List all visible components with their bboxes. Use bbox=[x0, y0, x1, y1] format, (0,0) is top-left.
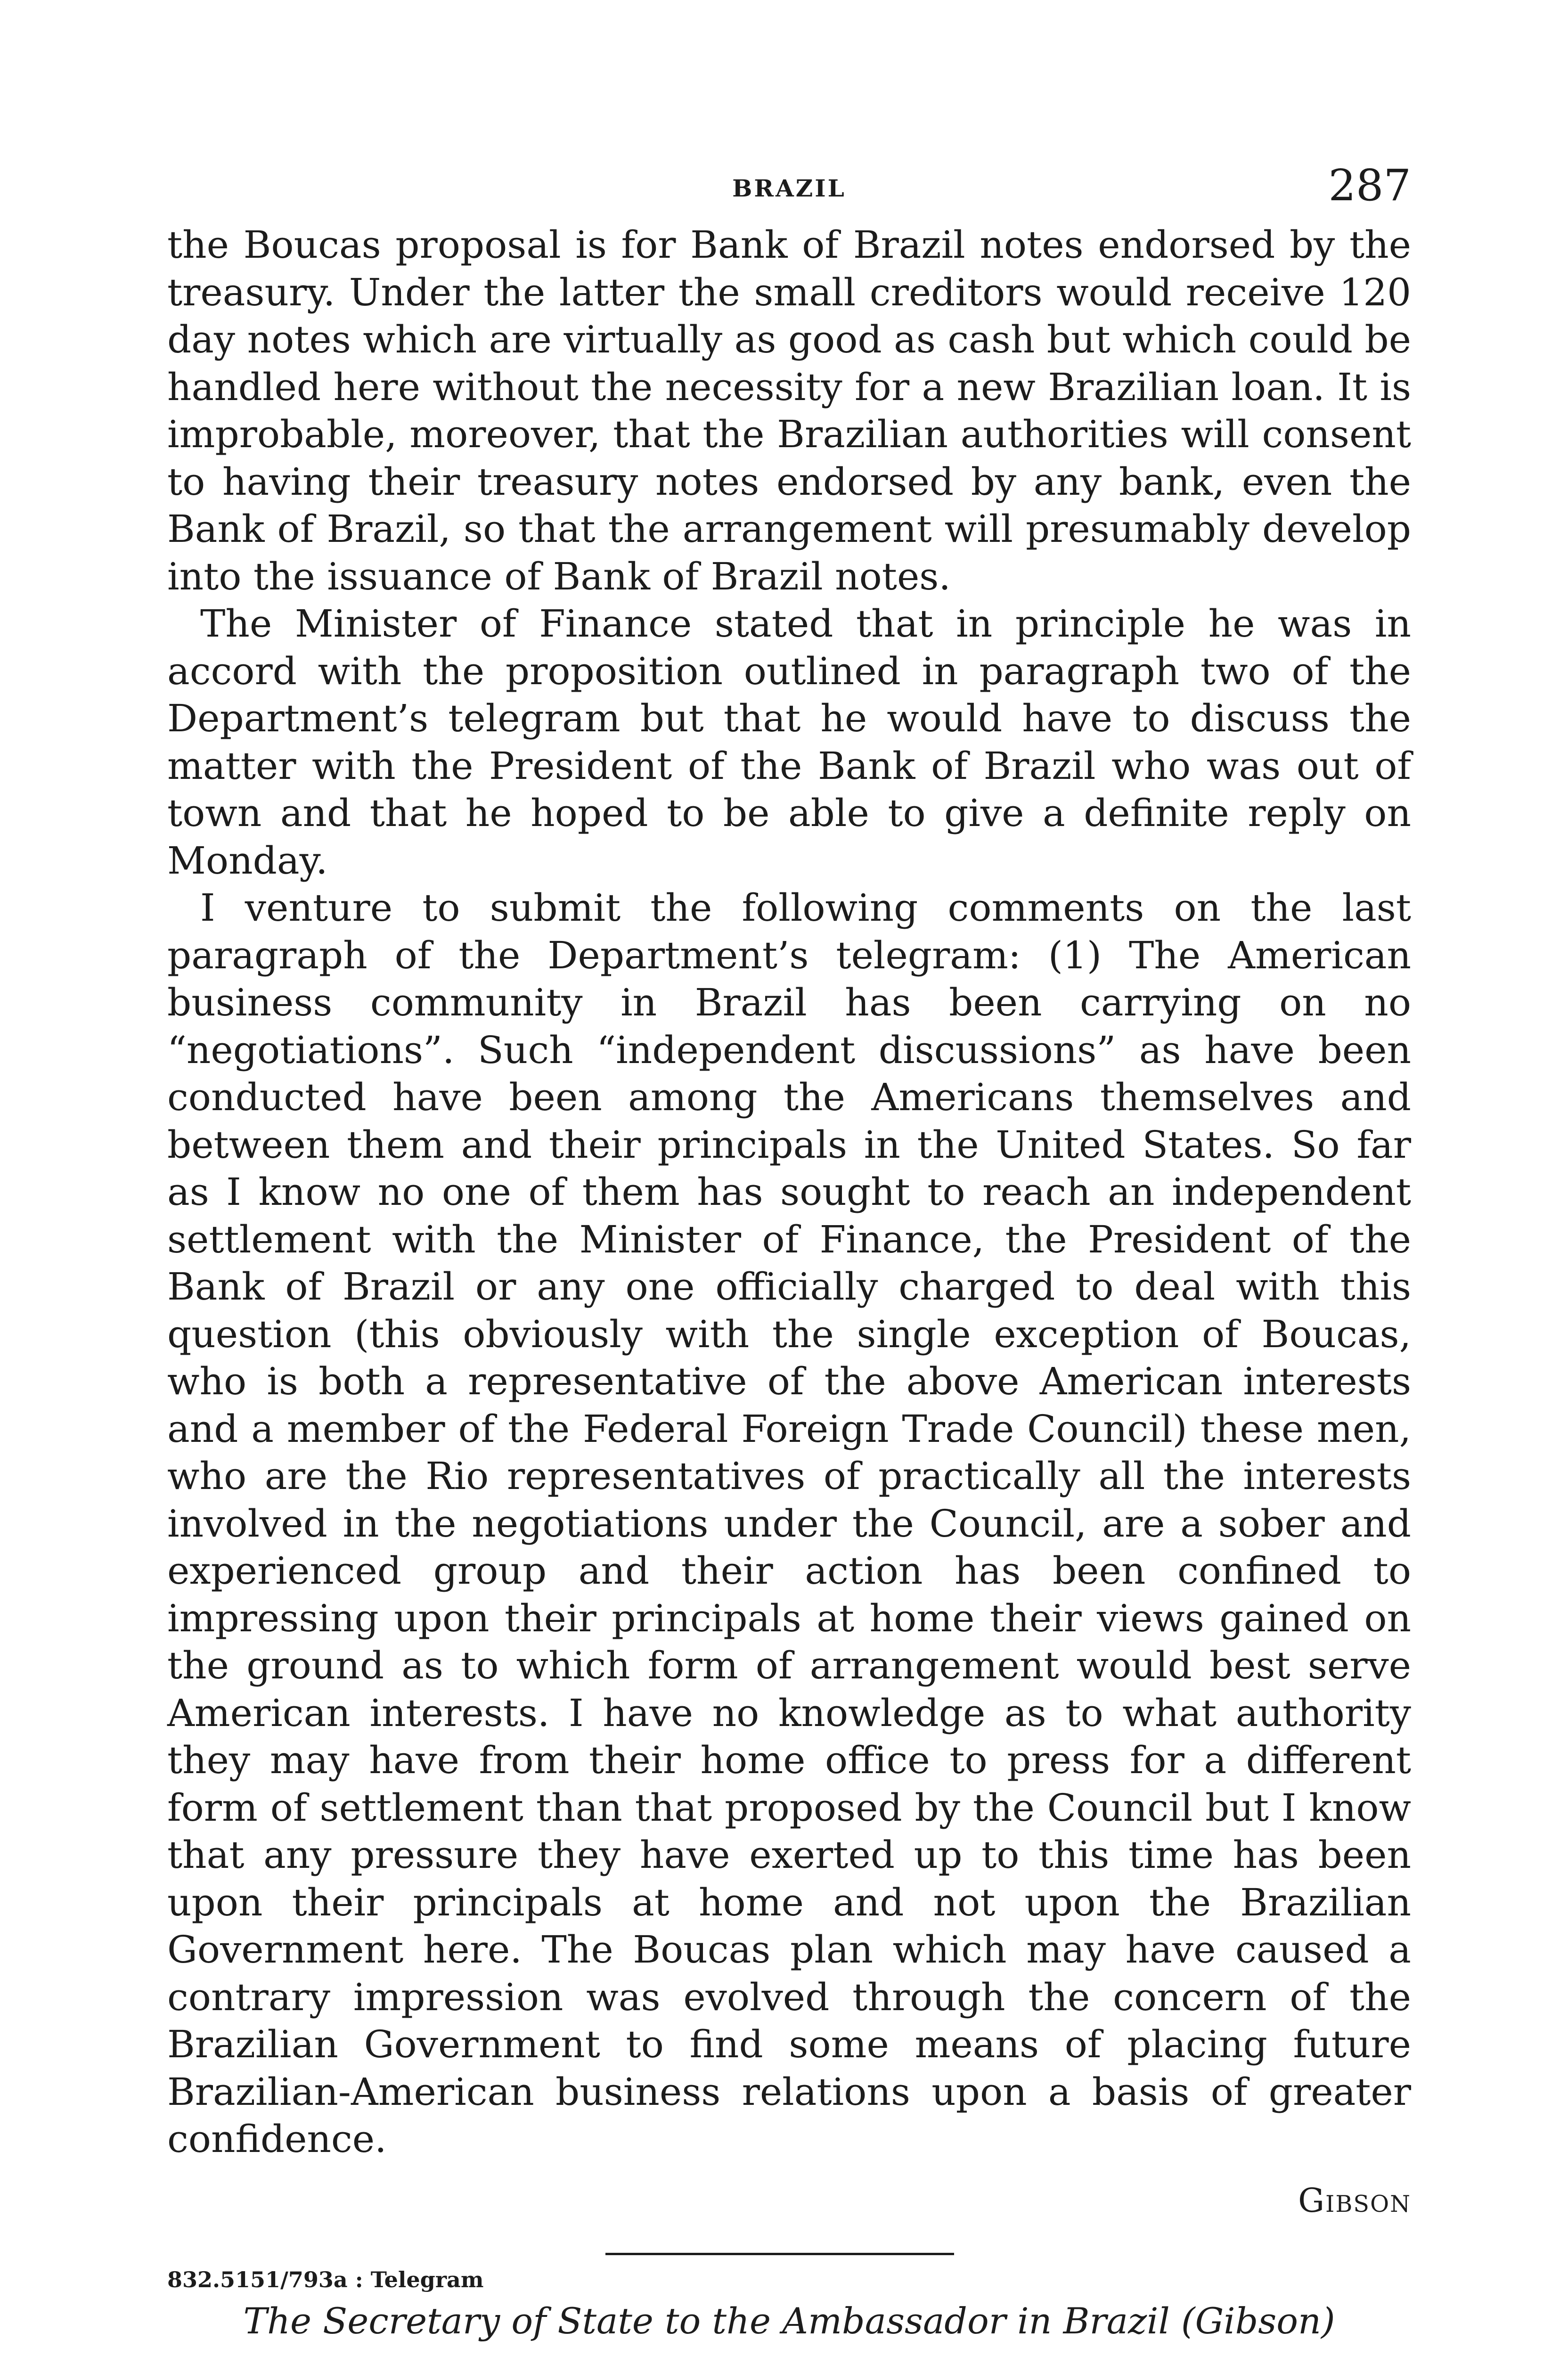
body-text bbox=[167, 221, 1411, 2163]
paragraph-minister: The Minister of Finance stated that in principle he was in accord with the proposition outlined in paragraph two of the Department’s telegram but that he would have to discuss the matter with the President of the Bank of Brazil who was out of town and that he hoped to be able to give a definite reply on Monday. bbox=[167, 602, 1411, 883]
document-title: The Secretary of State to the Ambassador in Brazil (Gibson) bbox=[243, 2299, 1335, 2342]
page-number: 287 bbox=[1328, 160, 1411, 211]
paragraph-comments: I venture to submit the following comments on the last paragraph of the Department’s telegram: (1) The American business community in Brazil has been carrying on no “negotiations”. Such “independent discussions” as have been conducted have been among the Americans themselves and between them and their principals in the United States. So far as I know no one of them has sought to reach an independent settlement with the Minister of Finance, the President of the Bank of Brazil or any one officially charged to deal with this question (this obviously with the single exception of Boucas, who is both a representative of the above American interests and a member of the Federal Foreign Trade Council) these men, who are the Rio representatives of practically all the interests involved in the negotiations under the Council, are a sober and experienced group and their action has been confined to impressing upon their principals at home their views gained on the ground as to which form of arrangement would best serve American interests. I have no knowledge as to what authority they may have from their home office to press for a different form of settlement than that proposed by the Council but I know that any pressure they have exerted up to this time has been upon their principals at home and not upon the Brazilian Government here. The Boucas plan which may have caused a contrary impression was evolved through the concern of the Brazilian Government to find some means of placing future Brazilian-American business relations upon a basis of greater confidence. bbox=[167, 886, 1411, 2161]
document-page bbox=[167, 160, 1411, 2356]
signature: Gibson bbox=[1298, 2181, 1411, 2220]
paragraph-continuation: the Boucas proposal is for Bank of Brazil notes endorsed by the treasury. Under the latter the small creditors would receive 120 day notes which are virtually as good as cash but which could be handled here without the necessity for a new Brazilian loan. It is improbable, moreover, that the Brazilian authorities will consent to having their treasury notes endorsed by any bank, even the Bank of Brazil, so that the arrangement will presumably develop into the issuance of Bank of Brazil notes. bbox=[167, 223, 1411, 598]
document-heading bbox=[167, 2225, 1411, 2295]
running-head: BRAZIL bbox=[732, 174, 846, 202]
section-divider bbox=[605, 2253, 954, 2255]
page-header bbox=[167, 160, 1411, 221]
file-reference: 832.5151/793a : Telegram bbox=[167, 2266, 484, 2292]
